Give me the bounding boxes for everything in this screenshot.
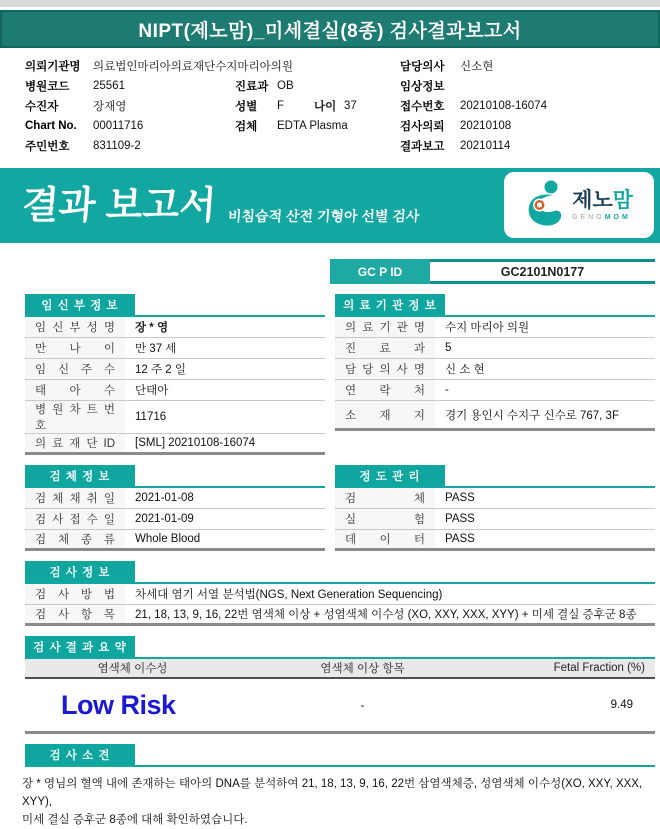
row-value: 경기 용인시 수지구 신수로 767, 3F [445, 409, 619, 422]
row-value: 수지 마리아 의원 [445, 322, 530, 334]
table-row [25, 380, 325, 401]
table-row [335, 359, 655, 380]
row-value: 2021-01-09 [135, 513, 194, 525]
field-value: OB [277, 80, 294, 92]
field-doctor [400, 56, 650, 76]
section-header [25, 744, 655, 767]
row-label: 만 나 이 [25, 338, 125, 358]
specimen-qc-section [25, 465, 655, 551]
logo-text [572, 190, 633, 221]
field-label: 검체 [235, 121, 258, 133]
field-resident-no [25, 136, 355, 156]
section-badge: 검 사 소 견 [25, 744, 135, 765]
patient-info-right [400, 56, 650, 156]
row-label: 검 사 방 법 [25, 584, 125, 604]
table-row [25, 317, 325, 338]
summary-result-row [25, 679, 655, 734]
report-title-bar [0, 10, 660, 48]
field-clinical-info [400, 76, 650, 96]
summary-col-aneuploidy: 염색체 이수성 [97, 663, 168, 675]
banner-title: 결과 보고서 [20, 184, 218, 227]
field-label: 진료과 [235, 81, 269, 93]
field-label: 임상정보 [400, 81, 445, 93]
section-badge: 검 사 결 과 요 약 [25, 636, 135, 657]
row-value: PASS [445, 492, 475, 504]
logo-english [572, 214, 633, 221]
section-badge: 임 신 부 정 보 [25, 294, 135, 315]
gcpid-value: GC2101N0177 [430, 259, 655, 284]
row-label: 병 원 차 트 번 호 [25, 401, 125, 433]
field-value: 00011716 [93, 120, 144, 132]
logo-eng-teal: MOM [604, 213, 631, 221]
table-row [335, 509, 655, 530]
field-label: 의뢰기관명 [25, 61, 81, 73]
row-value: 신 소 현 [445, 364, 485, 376]
row-label: 의 료 재 단 ID [25, 434, 125, 452]
field-requesting-institution [25, 56, 355, 76]
row-value: 12 주 2 일 [135, 364, 186, 376]
field-value: EDTA Plasma [277, 120, 348, 132]
row-value: - [445, 384, 449, 396]
table-row [25, 359, 325, 380]
row-label: 연 락 처 [335, 380, 435, 400]
table-row [25, 584, 655, 605]
table-row [335, 380, 655, 401]
institution-info-table [335, 294, 655, 455]
row-value: 만 37 세 [135, 343, 177, 355]
row-label: 검 사 접 수 일 [25, 509, 125, 529]
field-label: 담당의사 [400, 61, 445, 73]
pregnant-institution-section [25, 294, 655, 455]
section-header [335, 294, 655, 317]
field-value: 20210108-16074 [460, 100, 547, 112]
field-value: 의료법인마리아의료재단수지마리아의원 [93, 61, 293, 73]
result-summary-section [25, 636, 655, 734]
table-row [25, 530, 325, 551]
summary-col-abnormal: 염색체 이상 항목 [320, 663, 405, 675]
table-row [335, 317, 655, 338]
result-banner [0, 168, 660, 243]
row-value: PASS [445, 533, 475, 545]
section-header [25, 294, 325, 317]
field-value: 25561 [93, 80, 125, 92]
gcpid-row [330, 259, 655, 284]
banner-subtitle: 비침습적 산전 기형아 선별 검사 [227, 207, 421, 224]
patient-info-section [0, 48, 660, 168]
logo-kor-teal: 맘 [612, 188, 633, 212]
field-label: 결과보고 [400, 141, 445, 153]
row-label: 소 재 지 [335, 401, 435, 428]
field-label: 병원코드 [25, 81, 70, 93]
field-value: 20210108 [460, 120, 512, 132]
field-value: 장재영 [93, 101, 127, 113]
field-label: 성별 [235, 101, 258, 113]
row-value: 단태아 [135, 385, 169, 397]
table-row [25, 509, 325, 530]
row-value: PASS [445, 513, 475, 525]
pregnant-info-table [25, 294, 325, 455]
field-value: 신소현 [460, 61, 494, 73]
row-value: Whole Blood [135, 533, 201, 545]
row-label: 의 료 기 관 명 [335, 317, 435, 337]
summary-header-row [25, 659, 655, 679]
table-row [335, 401, 655, 431]
qc-table [335, 465, 655, 551]
field-label: 주민번호 [25, 141, 70, 153]
field-value: 20210114 [460, 140, 511, 152]
section-header [335, 465, 655, 488]
field-value: 831109-2 [93, 140, 141, 152]
field-value: 37 [344, 100, 357, 112]
row-value: 장 * 영 [135, 322, 169, 334]
section-badge: 의 료 기 관 정 보 [335, 294, 445, 315]
table-row [25, 434, 325, 455]
field-label: 접수번호 [400, 101, 445, 113]
row-value: 5 [445, 342, 452, 354]
genomom-logo [504, 172, 654, 238]
top-strip [0, 0, 660, 7]
section-header [25, 465, 325, 488]
mother-child-icon [525, 178, 567, 233]
row-label: 검 사 항 목 [25, 605, 125, 623]
section-badge: 검 사 정 보 [25, 561, 135, 582]
opinion-line-1: 장 * 영님의 혈액 내에 존재하는 태아의 DNA를 분석하여 21, 18, 13, 9, 16, 22번 삼염색체증, 성염색체 이수성(XO, XXY, XXX, XYY), [22, 778, 643, 808]
field-receipt-no [400, 96, 650, 116]
row-value: 차세대 염기 서열 분석법(NGS, Next Generation Sequencing) [135, 589, 443, 601]
row-value: [SML] 20210108-16074 [135, 437, 256, 449]
fetal-fraction-value: 9.49 [610, 699, 633, 711]
field-label: Chart No. [25, 120, 77, 132]
table-row [335, 530, 655, 551]
table-row [25, 605, 655, 626]
field-label: 나이 [314, 101, 337, 113]
table-row [25, 338, 325, 359]
section-header [25, 636, 655, 659]
abnormal-items-value: - [360, 698, 365, 712]
row-value: 11716 [135, 411, 167, 423]
field-label: 검사의뢰 [400, 121, 445, 133]
section-badge: 검 체 정 보 [25, 465, 135, 486]
row-label: 담 당 의 사 명 [335, 359, 435, 379]
opinion-line-2: 미세 결실 증후군 8종에 대해 확인하였습니다. [22, 813, 248, 826]
row-label: 검 체 [335, 488, 435, 508]
table-row [25, 488, 325, 509]
logo-eng-gray: GENO [572, 213, 605, 221]
row-value: 21, 18, 13, 9, 16, 22번 염색체 이상 + 성염색체 이수성 (XO, XXY, XXX, XYY) + 미세 결실 증후군 8종 [135, 609, 637, 621]
row-label: 검 체 채 취 일 [25, 488, 125, 508]
row-label: 임 신 부 성 명 [25, 317, 125, 337]
row-label: 실 험 [335, 509, 435, 529]
table-row [335, 488, 655, 509]
field-order-date [400, 116, 650, 136]
low-risk-result: Low Risk [61, 689, 176, 720]
field-label: 수진자 [25, 101, 59, 113]
test-info-table [25, 561, 655, 626]
row-label: 진 료 과 [335, 338, 435, 358]
section-badge: 정 도 관 리 [335, 465, 445, 486]
report-title: NIPT(제노맘)_미세결실(8종) 검사결과보고서 [138, 20, 522, 42]
field-report-date [400, 136, 650, 156]
summary-col-fetal-fraction: Fetal Fraction (%) [553, 662, 645, 674]
specimen-info-table [25, 465, 325, 551]
table-row [25, 401, 325, 434]
opinion-section [25, 744, 655, 767]
row-label: 데 이 터 [335, 530, 435, 548]
opinion-text [22, 776, 655, 829]
row-label: 임 신 주 수 [25, 359, 125, 379]
field-value: F [277, 100, 285, 112]
gcpid-label: GC P ID [330, 259, 430, 284]
row-value: 2021-01-08 [135, 492, 194, 504]
row-label: 태 아 수 [25, 380, 125, 400]
logo-korean [572, 190, 633, 211]
row-label: 검 체 종 류 [25, 530, 125, 548]
logo-kor-dark: 제노 [572, 188, 613, 212]
section-header [25, 561, 655, 584]
table-row [335, 338, 655, 359]
